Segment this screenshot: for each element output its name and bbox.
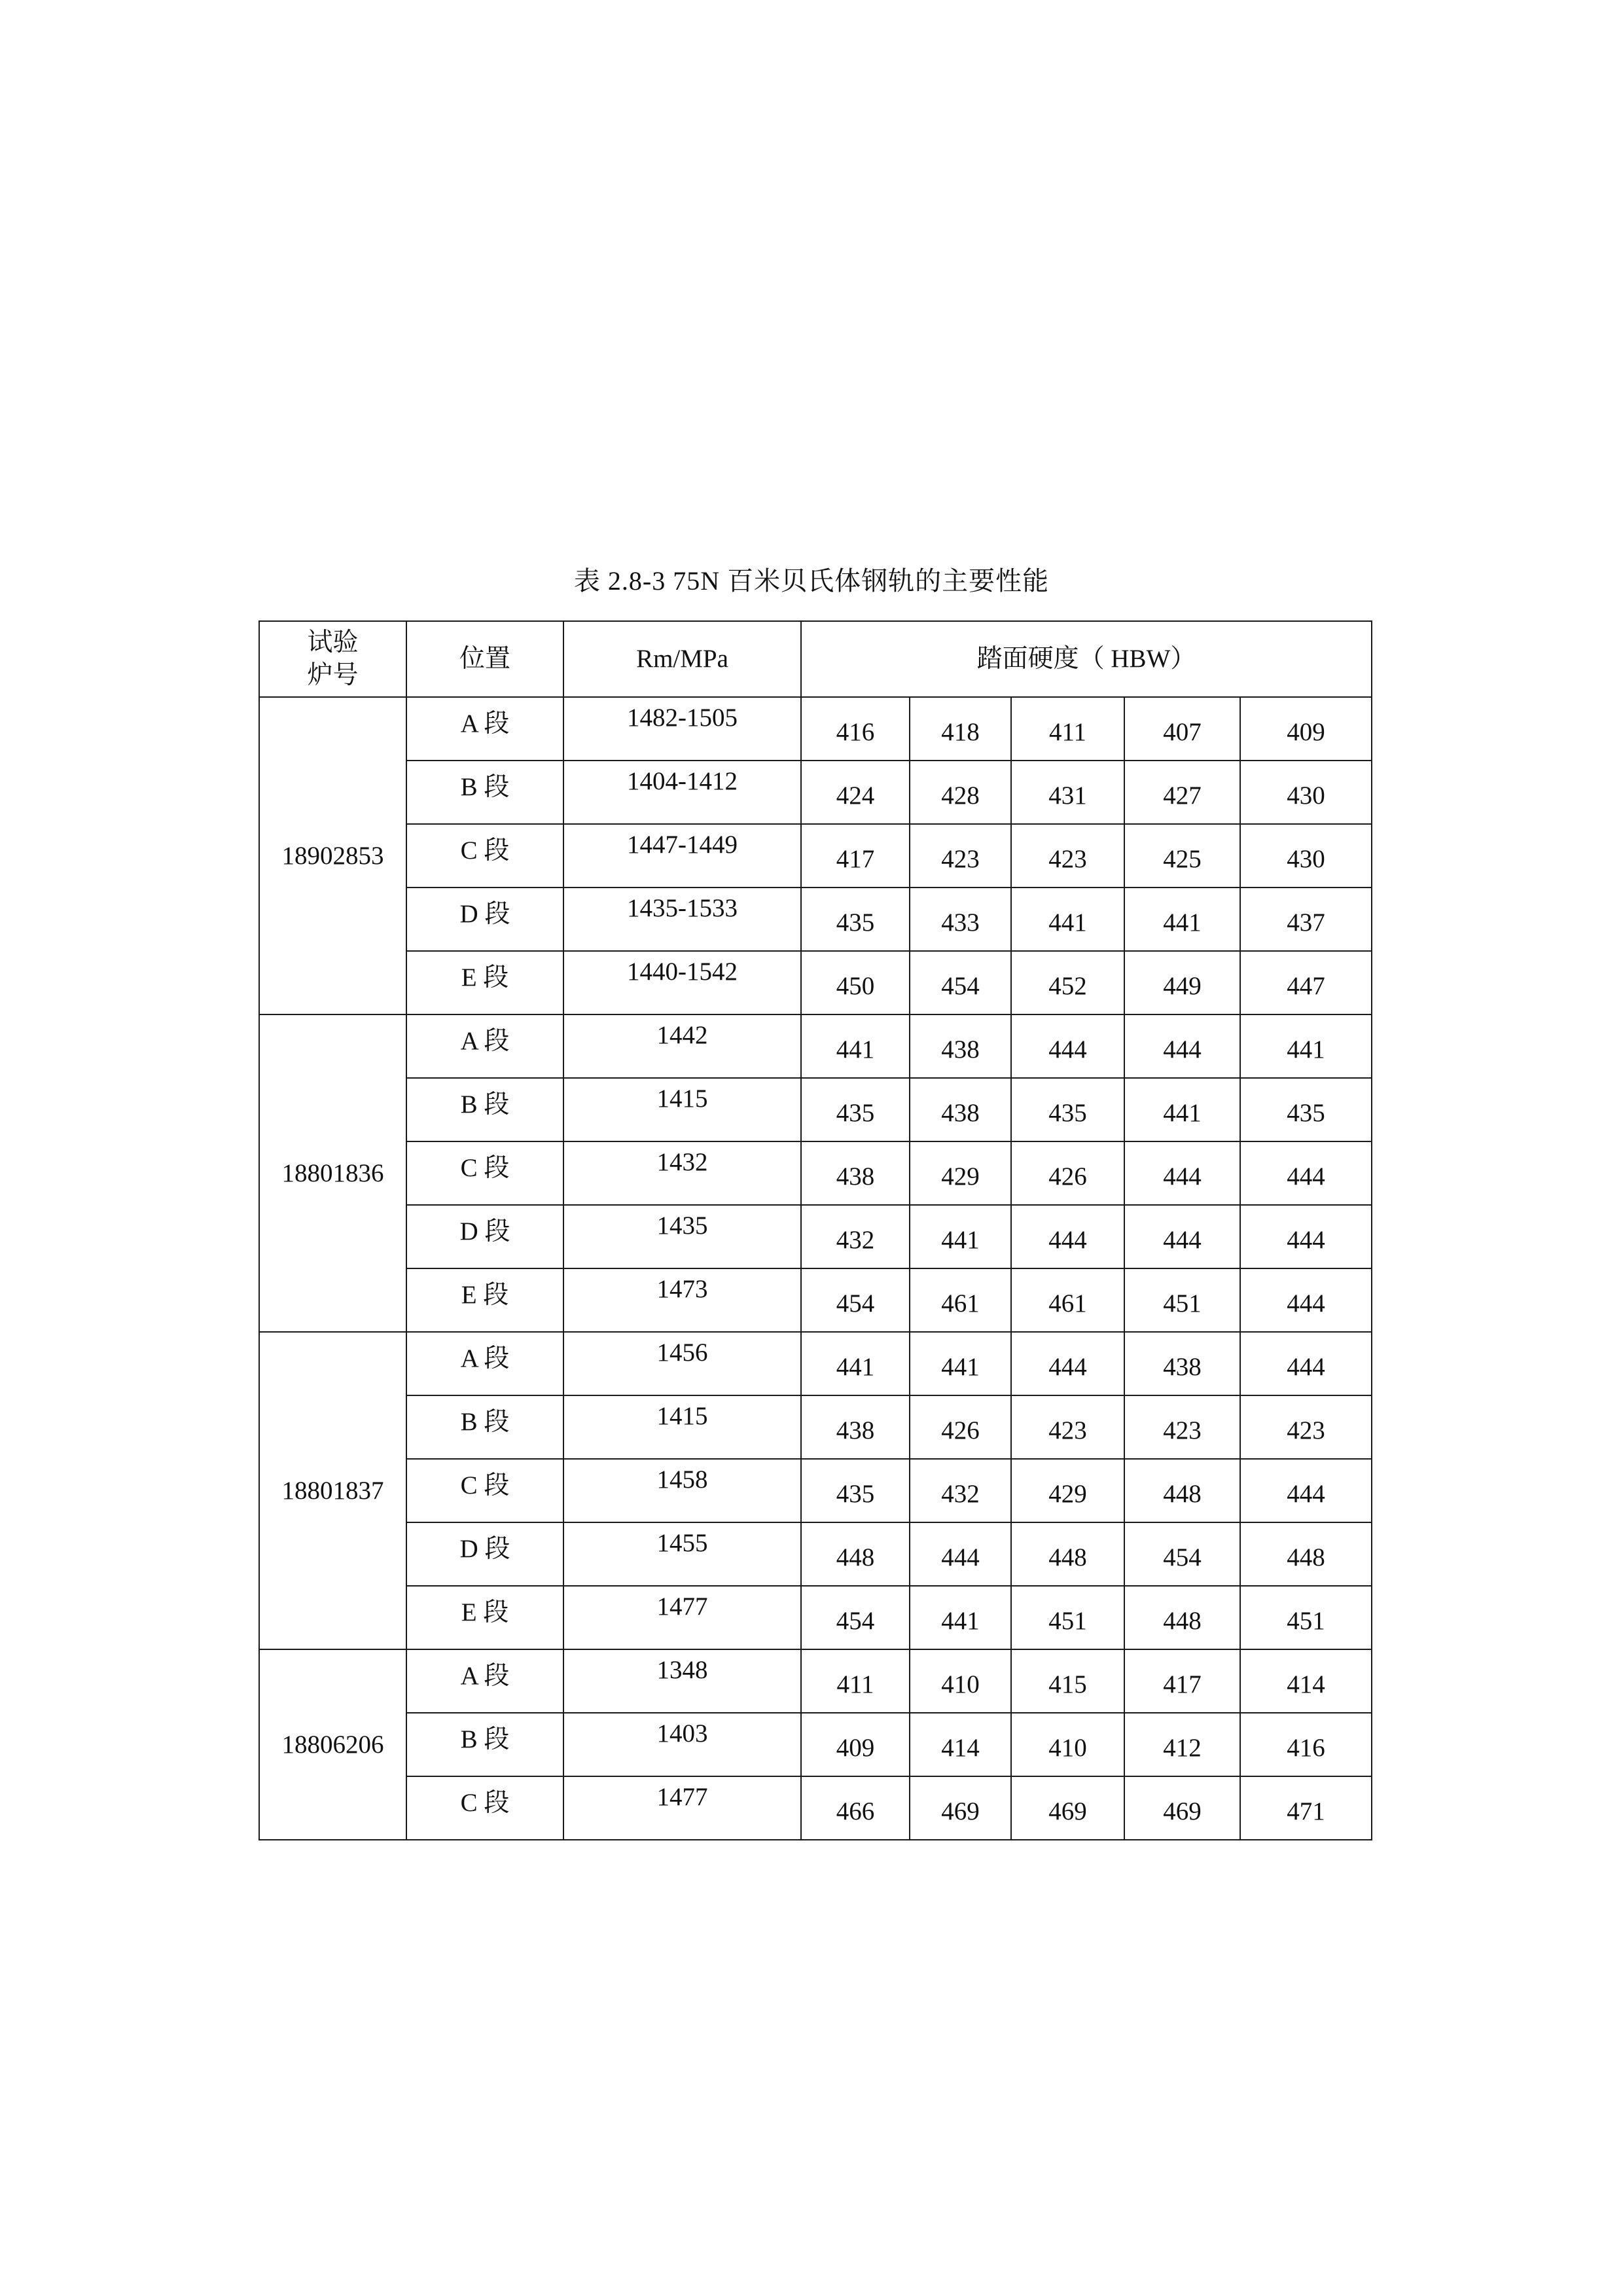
hardness-cell: 435 — [1011, 1078, 1124, 1141]
hardness-cell: 451 — [1240, 1586, 1372, 1649]
rm-cell: 1442 — [563, 1014, 801, 1078]
rm-cell: 1458 — [563, 1459, 801, 1522]
hardness-cell: 432 — [801, 1205, 910, 1268]
rm-cell: 1415 — [563, 1395, 801, 1459]
hardness-cell: 449 — [1124, 951, 1240, 1014]
position-cell: A 段 — [406, 1649, 563, 1713]
hardness-cell: 444 — [910, 1522, 1011, 1586]
table-row — [259, 951, 1372, 1014]
hardness-cell: 437 — [1240, 888, 1372, 951]
hardness-cell: 461 — [1011, 1268, 1124, 1332]
hardness-cell: 444 — [1124, 1141, 1240, 1205]
hardness-cell: 416 — [801, 697, 910, 761]
hardness-cell: 423 — [1240, 1395, 1372, 1459]
hardness-cell: 441 — [801, 1332, 910, 1395]
rm-cell: 1348 — [563, 1649, 801, 1713]
hardness-cell: 430 — [1240, 824, 1372, 888]
hardness-cell: 426 — [910, 1395, 1011, 1459]
hardness-cell: 469 — [910, 1776, 1011, 1840]
hardness-cell: 427 — [1124, 761, 1240, 824]
table-row — [259, 1713, 1372, 1776]
hardness-cell: 451 — [1124, 1268, 1240, 1332]
hardness-cell: 428 — [910, 761, 1011, 824]
hardness-cell: 448 — [1240, 1522, 1372, 1586]
rm-cell: 1440-1542 — [563, 951, 801, 1014]
hardness-cell: 414 — [1240, 1649, 1372, 1713]
hardness-cell: 466 — [801, 1776, 910, 1840]
table-row — [259, 1586, 1372, 1649]
hardness-cell: 411 — [801, 1649, 910, 1713]
hardness-cell: 441 — [1011, 888, 1124, 951]
hardness-cell: 438 — [1124, 1332, 1240, 1395]
hardness-cell: 417 — [1124, 1649, 1240, 1713]
rm-cell: 1403 — [563, 1713, 801, 1776]
hardness-cell: 438 — [910, 1078, 1011, 1141]
hardness-cell: 448 — [801, 1522, 910, 1586]
header-furnace-line2: 炉号 — [307, 661, 359, 689]
hardness-cell: 415 — [1011, 1649, 1124, 1713]
hardness-cell: 411 — [1011, 697, 1124, 761]
hardness-cell: 423 — [1124, 1395, 1240, 1459]
hardness-cell: 410 — [1011, 1713, 1124, 1776]
table-row — [259, 1205, 1372, 1268]
rm-cell: 1435-1533 — [563, 888, 801, 951]
table-row — [259, 1776, 1372, 1840]
hardness-cell: 471 — [1240, 1776, 1372, 1840]
rm-cell: 1477 — [563, 1586, 801, 1649]
table-row — [259, 1459, 1372, 1522]
hardness-cell: 423 — [910, 824, 1011, 888]
table-caption: 表 2.8-3 75N 百米贝氏体钢轨的主要性能 — [573, 566, 1050, 596]
hardness-cell: 417 — [801, 824, 910, 888]
hardness-cell: 416 — [1240, 1713, 1372, 1776]
hardness-cell: 412 — [1124, 1713, 1240, 1776]
table-row — [259, 1522, 1372, 1586]
hardness-cell: 450 — [801, 951, 910, 1014]
hardness-cell: 441 — [801, 1014, 910, 1078]
properties-table — [259, 620, 1372, 1840]
hardness-cell: 444 — [1011, 1014, 1124, 1078]
hardness-cell: 438 — [801, 1141, 910, 1205]
hardness-cell: 418 — [910, 697, 1011, 761]
position-cell: C 段 — [406, 1776, 563, 1840]
hardness-cell: 444 — [1240, 1459, 1372, 1522]
position-cell: C 段 — [406, 1459, 563, 1522]
hardness-cell: 444 — [1124, 1014, 1240, 1078]
hardness-cell: 429 — [1011, 1459, 1124, 1522]
hardness-cell: 438 — [801, 1395, 910, 1459]
hardness-cell: 454 — [910, 951, 1011, 1014]
hardness-cell: 448 — [1124, 1586, 1240, 1649]
hardness-cell: 423 — [1011, 1395, 1124, 1459]
rm-cell: 1432 — [563, 1141, 801, 1205]
hardness-cell: 435 — [801, 1078, 910, 1141]
furnace-number-cell: 18801836 — [259, 1014, 406, 1332]
hardness-cell: 469 — [1124, 1776, 1240, 1840]
position-cell: B 段 — [406, 761, 563, 824]
table-body — [259, 621, 1372, 1840]
rm-cell: 1482-1505 — [563, 697, 801, 761]
position-cell: D 段 — [406, 888, 563, 951]
position-cell: C 段 — [406, 1141, 563, 1205]
hardness-cell: 423 — [1011, 824, 1124, 888]
hardness-cell: 451 — [1011, 1586, 1124, 1649]
hardness-cell: 469 — [1011, 1776, 1124, 1840]
hardness-cell: 441 — [1240, 1014, 1372, 1078]
hardness-cell: 444 — [1011, 1332, 1124, 1395]
table-row — [259, 1268, 1372, 1332]
hardness-cell: 409 — [801, 1713, 910, 1776]
position-cell: D 段 — [406, 1205, 563, 1268]
table-row — [259, 1078, 1372, 1141]
rm-cell: 1456 — [563, 1332, 801, 1395]
table-row — [259, 1649, 1372, 1713]
rm-cell: 1455 — [563, 1522, 801, 1586]
position-cell: E 段 — [406, 951, 563, 1014]
hardness-cell: 444 — [1124, 1205, 1240, 1268]
hardness-cell: 435 — [1240, 1078, 1372, 1141]
hardness-cell: 431 — [1011, 761, 1124, 824]
hardness-cell: 407 — [1124, 697, 1240, 761]
table-row — [259, 761, 1372, 824]
header-rm: Rm/MPa — [563, 621, 801, 697]
rm-cell: 1435 — [563, 1205, 801, 1268]
hardness-cell: 448 — [1011, 1522, 1124, 1586]
hardness-cell: 426 — [1011, 1141, 1124, 1205]
hardness-cell: 414 — [910, 1713, 1011, 1776]
furnace-number-cell: 18806206 — [259, 1649, 406, 1840]
position-cell: A 段 — [406, 1332, 563, 1395]
hardness-cell: 441 — [910, 1586, 1011, 1649]
table-row — [259, 1141, 1372, 1205]
hardness-cell: 444 — [1011, 1205, 1124, 1268]
position-cell: A 段 — [406, 697, 563, 761]
furnace-number-cell: 18902853 — [259, 697, 406, 1014]
hardness-cell: 410 — [910, 1649, 1011, 1713]
position-cell: D 段 — [406, 1522, 563, 1586]
hardness-cell: 444 — [1240, 1205, 1372, 1268]
position-cell: B 段 — [406, 1713, 563, 1776]
rm-cell: 1447-1449 — [563, 824, 801, 888]
hardness-cell: 435 — [801, 1459, 910, 1522]
furnace-number-cell: 18801837 — [259, 1332, 406, 1649]
hardness-cell: 435 — [801, 888, 910, 951]
table-row — [259, 1332, 1372, 1395]
hardness-cell: 444 — [1240, 1268, 1372, 1332]
position-cell: B 段 — [406, 1078, 563, 1141]
table-row — [259, 1014, 1372, 1078]
hardness-cell: 444 — [1240, 1141, 1372, 1205]
hardness-cell: 438 — [910, 1014, 1011, 1078]
header-hardness: 踏面硬度（ HBW） — [801, 621, 1372, 697]
table-row — [259, 888, 1372, 951]
hardness-cell: 447 — [1240, 951, 1372, 1014]
header-furnace-line1: 试验 — [307, 628, 359, 656]
hardness-cell: 409 — [1240, 697, 1372, 761]
hardness-cell: 441 — [1124, 888, 1240, 951]
rm-cell: 1477 — [563, 1776, 801, 1840]
hardness-cell: 433 — [910, 888, 1011, 951]
header-position: 位置 — [406, 621, 563, 697]
hardness-cell: 444 — [1240, 1332, 1372, 1395]
table-row — [259, 1395, 1372, 1459]
hardness-cell: 432 — [910, 1459, 1011, 1522]
rm-cell: 1415 — [563, 1078, 801, 1141]
hardness-cell: 454 — [1124, 1522, 1240, 1586]
hardness-cell: 429 — [910, 1141, 1011, 1205]
rm-cell: 1404-1412 — [563, 761, 801, 824]
header-furnace — [259, 621, 406, 697]
position-cell: A 段 — [406, 1014, 563, 1078]
hardness-cell: 425 — [1124, 824, 1240, 888]
hardness-cell: 454 — [801, 1586, 910, 1649]
position-cell: E 段 — [406, 1586, 563, 1649]
hardness-cell: 461 — [910, 1268, 1011, 1332]
header-row — [259, 621, 1372, 697]
hardness-cell: 441 — [910, 1332, 1011, 1395]
hardness-cell: 452 — [1011, 951, 1124, 1014]
hardness-cell: 424 — [801, 761, 910, 824]
hardness-cell: 454 — [801, 1268, 910, 1332]
hardness-cell: 441 — [1124, 1078, 1240, 1141]
rm-cell: 1473 — [563, 1268, 801, 1332]
table-row — [259, 824, 1372, 888]
table-row — [259, 697, 1372, 761]
position-cell: B 段 — [406, 1395, 563, 1459]
hardness-cell: 430 — [1240, 761, 1372, 824]
hardness-cell: 441 — [910, 1205, 1011, 1268]
position-cell: E 段 — [406, 1268, 563, 1332]
position-cell: C 段 — [406, 824, 563, 888]
hardness-cell: 448 — [1124, 1459, 1240, 1522]
